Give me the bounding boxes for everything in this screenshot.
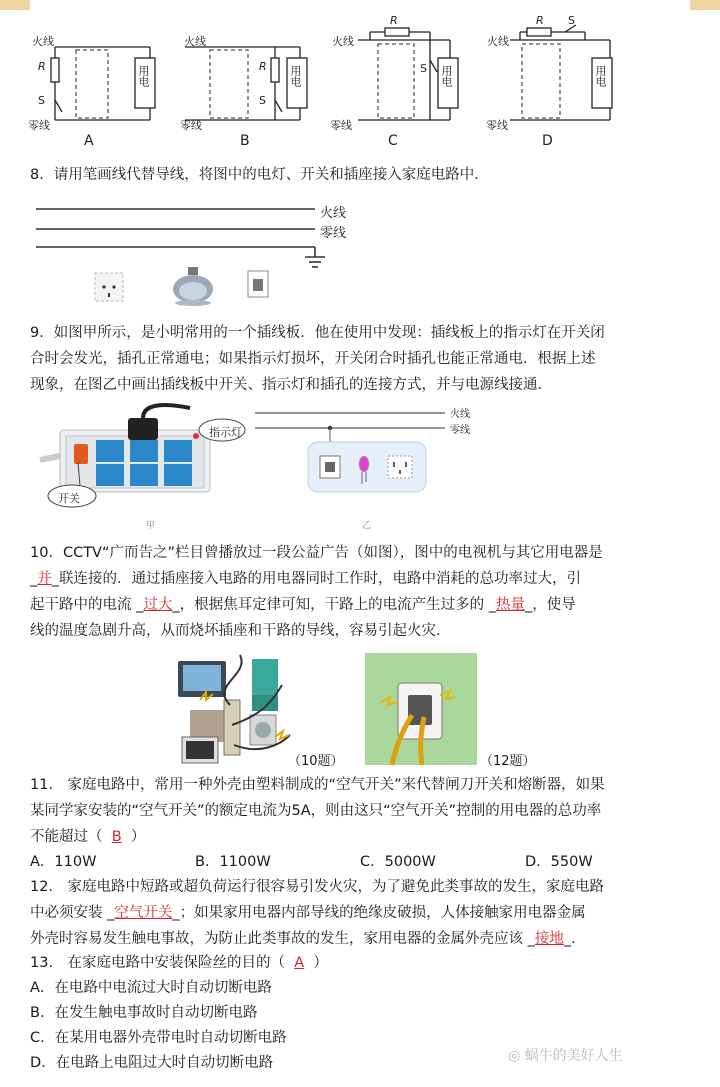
b-neutral-label: 零线 [180,119,202,132]
q11-line2: 某同学家安装的“空气开关”的额定电流为5A，则由这只“空气开关”控制的用电器的总功率 [30,803,602,819]
burning-plug-image [365,653,477,765]
a-fire-label: 火线 [32,35,54,48]
q12-line1: 12． 家庭电路中短路或超负荷运行很容易引发火灾，为了避免此类事故的发生，家庭电路 [30,879,605,895]
label-d: D [542,133,553,149]
q10-text [30,540,702,644]
q8-socket [95,273,123,301]
circuit-diagrams [0,0,720,150]
q10-line1: 10．CCTV“广而告之”栏目曾播放过一段公益广告（如图），图中的电视机与其它用电器是 [30,545,603,561]
q10-q12-images [0,645,720,770]
q11-line1: 11． 家庭电路中，常用一种外壳由塑料制成的“空气开关”来代替闸刀开关和熔断器，如果 [30,777,605,793]
q13-option-b: B．在发生触电事故时自动切断电路 [30,1005,258,1021]
q11-option-a: A．110W [30,854,97,870]
d-fire-label: 火线 [487,35,509,48]
overloaded-outlet-image [178,655,290,763]
q9-line3: 现象，在图乙中画出插线板中开关、指示灯和插孔的连接方式，并与电源线接通． [30,377,552,393]
q12-line3: 外壳时容易发生触电事故，为防止此类事故的发生，家用电器的金属外壳应该 _接地_． [30,931,586,947]
label-c: C [388,133,398,149]
q10-line2: _并_联连接的．通过插座接入电路的用电器同时工作时，电路中消耗的总功率过大，引 [30,571,581,587]
q13-option-c: C．在某用电器外壳带电时自动切断电路 [30,1030,287,1046]
q9-neutral-label: 零线 [450,425,470,436]
c-neutral-label: 零线 [330,119,352,132]
b-r-label: R [259,60,267,73]
q8-fire-label: 火线 [320,206,347,221]
q12-answer-2: 接地 [534,931,564,947]
q8-switch [248,271,268,297]
q11-option-d: D．550W [525,854,593,870]
caption-q10: （10题） [288,754,344,769]
b-appliance-label: 用电 [289,65,302,87]
a-neutral-label: 零线 [28,119,50,132]
a-appliance-label: 用电 [137,65,150,87]
indicator-label: 指示灯 [209,426,242,439]
q9-fire-label: 火线 [450,409,470,420]
wechat-icon: ◎ [508,1048,521,1064]
q13-text: 13． 在家庭电路中安装保险丝的目的（ A ） [30,955,328,971]
d-neutral-label: 零线 [486,119,508,132]
q11-text [30,772,702,850]
a-r-label: R [38,60,46,73]
q9-figures [0,400,720,530]
q10-line4: 线的温度急剧升高，从而烧坏插座和干路的导线，容易引起火灾． [30,623,451,639]
q10-answer-2: 过大 [143,597,173,613]
q10-answer-3: 热量 [495,597,525,613]
label-a: A [84,133,94,149]
q9-text [30,320,702,398]
q13-option-a: A．在电路中电流过大时自动切断电路 [30,980,272,996]
d-s-label: S [568,14,575,27]
q13-option-d: D．在电路上电阻过大时自动切断电路 [30,1055,274,1071]
watermark: ◎ 蜗牛的美好人生 [508,1048,623,1064]
switch-label: 开关 [58,492,80,505]
fig-b-label: 乙 [362,521,372,531]
q10-answer-1: 并 [37,571,52,587]
caption-q12: （12题） [480,754,536,769]
label-b: B [240,133,250,149]
c-s-label: S [420,62,427,75]
q9-circuit-b [255,413,445,492]
d-appliance-label: 用电 [594,65,607,87]
q12-line2: 中必须安装 _空气开关_；如果家用电器内部导线的绝缘皮破损，人体接触家用电器金属 [30,905,586,921]
q9-line2: 合时会发光，插孔正常通电；如果指示灯损坏，开关闭合时插孔也能正常通电．根据上述 [30,351,596,367]
q13-answer: A [294,955,305,971]
c-fire-label: 火线 [332,35,354,48]
c-appliance-label: 用电 [440,65,453,87]
b-fire-label: 火线 [184,35,206,48]
q8-diagram [0,195,720,310]
q12-answer-1: 空气开关 [114,905,173,921]
q8-neutral-label: 零线 [320,226,347,241]
d-r-label: R [536,14,544,27]
q12-text [30,874,702,952]
q11-option-c: C．5000W [360,854,436,870]
a-s-label: S [38,94,45,107]
c-r-label: R [390,14,398,27]
q11-line3: 不能超过（ B ） [30,829,146,845]
q8-lamp [173,267,213,306]
q11-answer: B [111,829,122,845]
q9-line1: 9．如图甲所示，是小明常用的一个插线板．他在使用中发现：插线板上的指示灯在开关闭 [30,325,605,341]
q11-option-b: B．1100W [195,854,271,870]
b-s-label: S [259,94,266,107]
q8-text: 8．请用笔画线代替导线，将图中的电灯、开关和插座接入家庭电路中． [30,167,489,183]
fig-a-label: 甲 [146,521,156,531]
q10-line3: 起干路中的电流 _过大_，根据焦耳定律可知，干路上的电流产生过多的 _热量_，使导 [30,597,576,613]
